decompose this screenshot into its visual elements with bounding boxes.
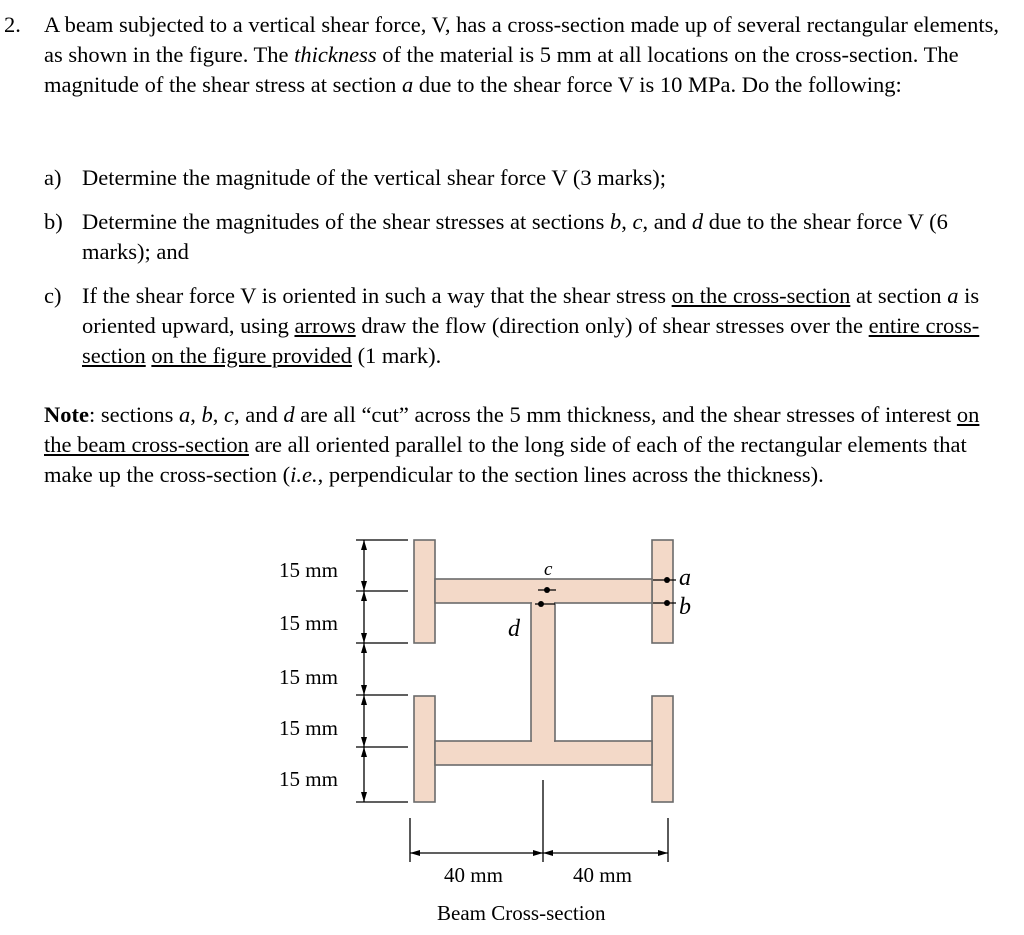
label-c: c (544, 559, 553, 580)
horizontal-dimension-chain (410, 780, 668, 862)
dim-label-4: 15 mm (279, 716, 338, 740)
label-a: a (679, 565, 691, 591)
problem-number: 2. (4, 12, 21, 37)
label-d: d (508, 616, 520, 642)
item-a-label: a) (44, 165, 62, 190)
top-left-flange (414, 540, 435, 643)
dim-label-3: 15 mm (279, 665, 338, 689)
figure-caption: Beam Cross-section (437, 901, 606, 925)
bottom-left-flange (414, 696, 435, 802)
label-b: b (679, 594, 691, 620)
dim-label-5: 15 mm (279, 767, 338, 791)
section-c-point (544, 587, 550, 593)
section-d-point (538, 601, 544, 607)
dim-label-2: 15 mm (279, 611, 338, 635)
bottom-right-flange (652, 696, 673, 802)
horizontal-dim-left: 40 mm (444, 863, 503, 887)
item-c-text: If the shear force V is oriented in such a way that the shear stress on the cross-section at section a is oriented upward, using arrows draw the flow (direction only) of shear stresses over the entire cross-section on the figure provided (1 mark). (82, 283, 980, 368)
section-a-point (664, 577, 670, 583)
item-b-text: Determine the magnitudes of the shear stresses at sections b, c, and d due to the shear force V (6 marks); and (82, 209, 948, 264)
horizontal-dim-right: 40 mm (573, 863, 632, 887)
item-c-label: c) (44, 283, 62, 308)
item-a-text: Determine the magnitude of the vertical shear force V (3 marks); (82, 165, 666, 190)
section-b-point (664, 600, 670, 606)
vertical-dimension-chain (356, 540, 408, 802)
top-right-flange (652, 540, 673, 643)
item-b-label: b) (44, 209, 63, 234)
dim-label-1: 15 mm (279, 558, 338, 582)
problem-intro: A beam subjected to a vertical shear force, V, has a cross-section made up of several rectangular elements, as shown in the figure. The thickness of the material is 5 mm at all locations on the cross-section. The magnitude of the shear stress at section a due to the shear force V is 10 MPa. Do the following: (44, 12, 1000, 97)
note-paragraph: Note: sections a, b, c, and d are all “cut” across the 5 mm thickness, and the shear stresses of interest on the beam cross-section are all oriented parallel to the long side of each of the rectangular elements that make up the cross-section (i.e., perpendicular to the section lines across the thickness). (44, 402, 980, 487)
